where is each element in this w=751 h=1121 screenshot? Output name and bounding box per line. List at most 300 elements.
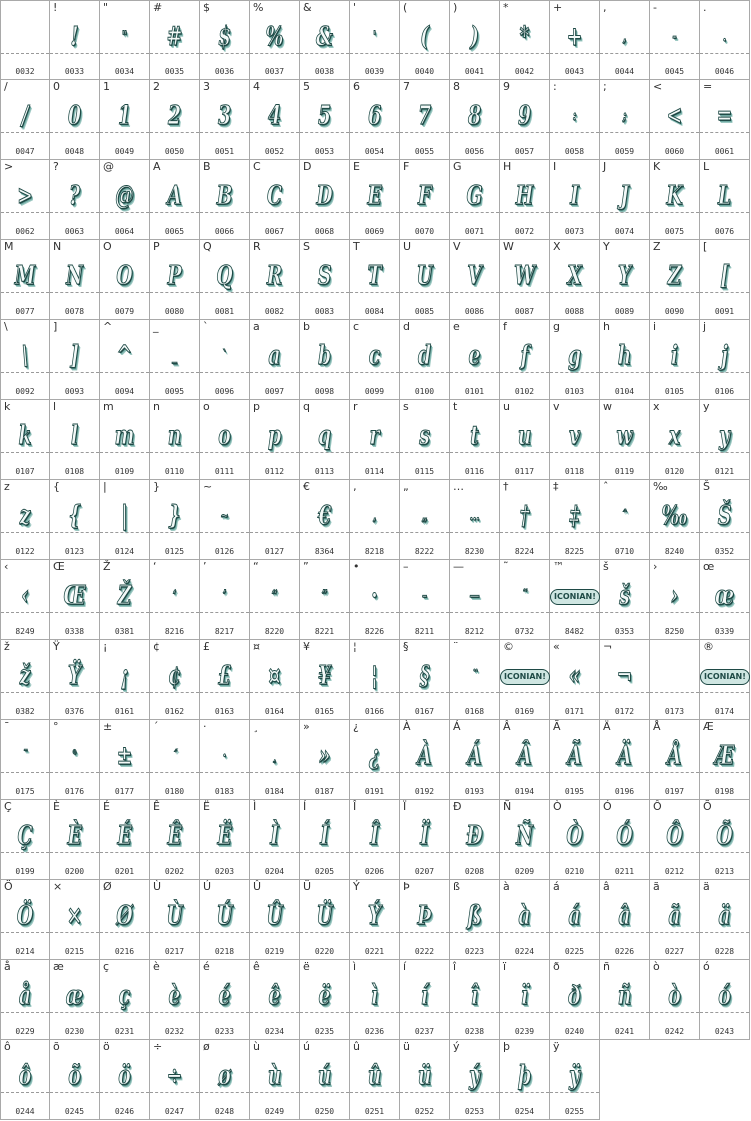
glyph-sample: Ó [616, 821, 633, 851]
baseline-divider [550, 452, 599, 453]
glyph-sample: ¤ [268, 661, 281, 691]
glyph-sample: Ø [116, 901, 133, 931]
badge-text: ICONIAN! [550, 589, 600, 605]
glyph-sample: @ [115, 181, 134, 211]
badge-text: ICONIAN! [700, 669, 750, 685]
glyph-character-label: ‰ [653, 480, 668, 493]
baseline-divider [250, 372, 299, 373]
glyph-character-label: ö [103, 1040, 110, 1053]
glyph-cell [300, 640, 350, 720]
glyph-character-label: n [153, 400, 160, 413]
glyph-sample: á [568, 901, 581, 931]
glyph-cell [500, 0, 550, 80]
baseline-divider [350, 292, 399, 293]
glyph-cell [450, 80, 500, 160]
glyph-character-label: ô [4, 1040, 11, 1053]
glyph-cell [500, 400, 550, 480]
glyph-cell [550, 800, 600, 880]
glyph-sample: “ [271, 588, 278, 604]
glyph-character-label: W [503, 240, 514, 253]
glyph-character-label: Ž [103, 560, 111, 573]
glyph-sample: u [517, 421, 532, 451]
glyph-character-label: ’ [203, 560, 207, 573]
baseline-divider [500, 932, 549, 933]
glyph-code: 0226 [614, 947, 635, 956]
glyph-character-label: L [703, 160, 710, 173]
glyph-cell [50, 960, 100, 1040]
glyph-cell [600, 560, 650, 640]
glyph-code: 0042 [514, 67, 535, 76]
glyph-code: 0047 [15, 147, 35, 156]
baseline-divider [1, 612, 49, 613]
glyph-cell [150, 80, 200, 160]
glyph-cell [350, 80, 400, 160]
glyph-code: 0251 [364, 1107, 385, 1116]
baseline-divider [100, 452, 149, 453]
glyph-sample: " [121, 29, 128, 45]
glyph-character-label: u [503, 400, 510, 413]
glyph-code: 0116 [464, 467, 485, 476]
glyph-sample: • [371, 588, 378, 604]
glyph-code: 8364 [314, 547, 335, 556]
glyph-cell [50, 480, 100, 560]
glyph-code: 0073 [564, 227, 585, 236]
glyph-sample: û [367, 1061, 382, 1091]
glyph-cell [650, 400, 700, 480]
baseline-divider [400, 612, 449, 613]
glyph-code: 8249 [15, 627, 35, 636]
glyph-code: 0169 [514, 707, 535, 716]
baseline-divider [300, 452, 349, 453]
glyph-sample: ž [19, 661, 31, 691]
glyph-character-label: | [103, 480, 107, 493]
glyph-character-label: C [253, 160, 261, 173]
glyph-cell [450, 480, 500, 560]
glyph-sample: 6 [367, 101, 382, 131]
glyph-cell [550, 880, 600, 960]
glyph-cell [50, 880, 100, 960]
glyph-cell [100, 880, 150, 960]
baseline-divider [1, 212, 49, 213]
glyph-sample: ò [668, 981, 681, 1011]
glyph-code: 0172 [614, 707, 635, 716]
glyph-code: 0091 [714, 307, 735, 316]
glyph-code: 0119 [614, 467, 635, 476]
glyph-character-label: B [203, 160, 211, 173]
glyph-character-label: Î [353, 800, 357, 813]
glyph-cell [350, 0, 400, 80]
glyph-sample: 1 [117, 101, 132, 131]
glyph-code: 0037 [264, 67, 285, 76]
baseline-divider [550, 292, 599, 293]
glyph-code: 0085 [414, 307, 435, 316]
glyph-code: 0236 [364, 1027, 385, 1036]
baseline-divider [50, 292, 99, 293]
glyph-character-label: % [253, 1, 264, 14]
glyph-character-label: Ÿ [53, 640, 60, 653]
glyph-code: 0089 [614, 307, 635, 316]
glyph-sample: Û [266, 901, 283, 931]
glyph-code: 8240 [664, 547, 685, 556]
baseline-divider [650, 452, 699, 453]
glyph-sample: ‰ [661, 501, 688, 531]
baseline-divider [400, 932, 449, 933]
glyph-sample: ¦ [371, 661, 378, 691]
glyph-cell [50, 800, 100, 880]
glyph-code: 0068 [314, 227, 335, 236]
glyph-sample: X [567, 261, 582, 291]
glyph-sample: Y [617, 261, 632, 291]
glyph-cell [550, 1040, 600, 1120]
glyph-character-label: í [403, 960, 407, 973]
glyph-character-label: r [353, 400, 358, 413]
baseline-divider [250, 1092, 299, 1093]
glyph-code: 0176 [64, 787, 85, 796]
glyph-cell [200, 80, 250, 160]
glyph-code: 8217 [214, 627, 235, 636]
baseline-divider [450, 452, 499, 453]
baseline-divider [500, 1092, 549, 1093]
glyph-character-label: Û [253, 880, 262, 893]
glyph-cell [250, 720, 300, 800]
glyph-character-label: 8 [453, 80, 460, 93]
baseline-divider [150, 772, 199, 773]
glyph-code: 0187 [314, 787, 335, 796]
baseline-divider [450, 692, 499, 693]
glyph-sample: Þ [417, 901, 432, 931]
glyph-code: 0102 [514, 387, 535, 396]
glyph-code: 0191 [364, 787, 385, 796]
glyph-cell [150, 320, 200, 400]
baseline-divider [500, 1012, 549, 1013]
baseline-divider [550, 1012, 599, 1013]
glyph-character-label: s [403, 400, 409, 413]
glyph-code: 0083 [314, 307, 335, 316]
glyph-code: 0110 [164, 467, 185, 476]
glyph-sample: ? [69, 181, 80, 211]
glyph-character-label: Œ [53, 560, 65, 573]
glyph-cell [450, 880, 500, 960]
glyph-sample: M [14, 261, 36, 291]
glyph-code: 0162 [164, 707, 185, 716]
glyph-code: 0050 [164, 147, 185, 156]
baseline-divider [650, 772, 699, 773]
glyph-code: 0118 [564, 467, 585, 476]
glyph-code: 0041 [464, 67, 485, 76]
glyph-sample: k [18, 421, 32, 451]
glyph-character-label: Ö [4, 880, 13, 893]
glyph-code: 0225 [564, 947, 585, 956]
glyph-character-label: ? [53, 160, 59, 173]
glyph-character-label: Ç [4, 800, 12, 813]
glyph-sample: b [317, 341, 332, 371]
glyph-character-label: 7 [403, 80, 410, 93]
baseline-divider [50, 692, 99, 693]
glyph-sample: c [368, 341, 381, 371]
glyph-sample: Ï [420, 821, 429, 851]
glyph-sample: h [617, 341, 632, 371]
glyph-code: 0338 [64, 627, 85, 636]
glyph-code: 0227 [664, 947, 685, 956]
glyph-cell [100, 720, 150, 800]
baseline-divider [350, 1012, 399, 1013]
glyph-sample: Ù [166, 901, 183, 931]
glyph-sample: í [420, 981, 429, 1011]
glyph-cell [500, 1040, 550, 1120]
baseline-divider [200, 532, 249, 533]
glyph-character-label: ü [403, 1040, 410, 1053]
baseline-divider [650, 53, 699, 54]
glyph-sample: Œ [63, 581, 86, 611]
glyph-sample: ! [70, 22, 79, 52]
baseline-divider [150, 1012, 199, 1013]
glyph-cell [100, 320, 150, 400]
glyph-character-label: ‚ [353, 480, 357, 493]
glyph-cell [50, 400, 100, 480]
glyph-character-label: ì [353, 960, 357, 973]
glyph-code: 0710 [614, 547, 635, 556]
glyph-cell [0, 0, 50, 80]
glyph-character-label: ù [253, 1040, 260, 1053]
glyph-character-label: g [553, 320, 560, 333]
glyph-cell [50, 0, 100, 80]
glyph-code: 0174 [714, 707, 735, 716]
glyph-code: 0053 [314, 147, 335, 156]
glyph-cell [450, 240, 500, 320]
glyph-cell [350, 880, 400, 960]
glyph-code: 0213 [714, 867, 735, 876]
glyph-sample: - [672, 29, 677, 45]
glyph-code: 0058 [564, 147, 585, 156]
baseline-divider [450, 612, 499, 613]
glyph-code: 0381 [114, 627, 135, 636]
baseline-divider [150, 292, 199, 293]
glyph-character-label: M [4, 240, 14, 253]
glyph-cell [350, 160, 400, 240]
glyph-sample: g [567, 341, 582, 371]
glyph-cell [100, 160, 150, 240]
glyph-character-label: Ñ [503, 800, 512, 813]
glyph-character-label: c [353, 320, 360, 333]
glyph-sample: $ [217, 22, 232, 52]
baseline-divider [450, 372, 499, 373]
glyph-character-label: Ê [153, 800, 160, 813]
glyph-character-label: V [453, 240, 461, 253]
glyph-cell [500, 800, 550, 880]
glyph-code: 0202 [164, 867, 185, 876]
baseline-divider [450, 1012, 499, 1013]
glyph-character-label: ¬ [603, 640, 613, 653]
glyph-code: 0197 [664, 787, 685, 796]
baseline-divider [400, 852, 449, 853]
glyph-code: 0353 [614, 627, 635, 636]
glyph-cell [200, 240, 250, 320]
glyph-character-label: · [203, 720, 207, 733]
glyph-cell [600, 960, 650, 1040]
baseline-divider [50, 372, 99, 373]
glyph-sample: Õ [716, 821, 733, 851]
glyph-sample: Ð [466, 821, 483, 851]
baseline-divider [250, 532, 299, 533]
glyph-cell [100, 960, 150, 1040]
glyph-character-label: 3 [203, 80, 210, 93]
baseline-divider [500, 612, 549, 613]
baseline-divider [400, 452, 449, 453]
baseline-divider [500, 772, 549, 773]
glyph-code: 0195 [564, 787, 585, 796]
baseline-divider [550, 852, 599, 853]
glyph-character-label: N [53, 240, 62, 253]
glyph-character-label: D [303, 160, 312, 173]
glyph-sample: ý [469, 1061, 480, 1091]
glyph-code: 0216 [114, 947, 135, 956]
glyph-badge [550, 577, 599, 615]
glyph-cell [550, 240, 600, 320]
glyph-cell [700, 800, 750, 880]
glyph-code: 0082 [264, 307, 285, 316]
glyph-code: 8250 [664, 627, 685, 636]
baseline-divider [700, 132, 749, 133]
glyph-code: 0033 [64, 67, 85, 76]
baseline-divider [700, 852, 749, 853]
glyph-character-label: õ [53, 1040, 60, 1053]
glyph-code: 8212 [464, 627, 485, 636]
glyph-sample: % [265, 22, 284, 52]
glyph-sample: ´ [171, 748, 178, 764]
glyph-character-label: Ë [203, 800, 210, 813]
glyph-sample: Ô [666, 821, 683, 851]
glyph-code: 0122 [15, 547, 35, 556]
glyph-code: 0067 [264, 227, 285, 236]
baseline-divider [1, 1012, 49, 1013]
baseline-divider [400, 772, 449, 773]
glyph-sample: ú [317, 1061, 332, 1091]
glyph-code: 0056 [464, 147, 485, 156]
baseline-divider [150, 53, 199, 54]
glyph-character-label: ã [653, 880, 660, 893]
glyph-code: 0220 [314, 947, 335, 956]
baseline-divider [1, 1092, 49, 1093]
glyph-sample: \ [21, 341, 29, 371]
glyph-sample: ’ [222, 588, 227, 604]
baseline-divider [50, 612, 99, 613]
glyph-character-label: „ [403, 480, 409, 493]
glyph-cell [250, 640, 300, 720]
glyph-character-label: Š [703, 480, 710, 493]
glyph-code: 0051 [214, 147, 235, 156]
glyph-cell [250, 400, 300, 480]
glyph-code: 0038 [314, 67, 335, 76]
glyph-code: 0079 [114, 307, 135, 316]
glyph-cell [200, 320, 250, 400]
glyph-code: 0036 [214, 67, 235, 76]
glyph-sample: Z [667, 261, 682, 291]
glyph-sample: õ [68, 1061, 81, 1091]
baseline-divider [350, 692, 399, 693]
glyph-sample: ° [71, 748, 78, 764]
glyph-code: 0221 [364, 947, 385, 956]
baseline-divider [1, 932, 49, 933]
glyph-cell [550, 80, 600, 160]
glyph-character-label: • [353, 560, 360, 573]
baseline-divider [150, 1092, 199, 1093]
glyph-sample: P [167, 261, 182, 291]
glyph-sample: È [67, 821, 82, 851]
glyph-code: 0184 [264, 787, 285, 796]
glyph-sample: S [317, 261, 332, 291]
glyph-code: 8218 [364, 547, 385, 556]
glyph-code: 0096 [214, 387, 235, 396]
glyph-code: 0123 [64, 547, 85, 556]
glyph-sample: ` [221, 348, 228, 364]
baseline-divider [200, 53, 249, 54]
glyph-code: 0046 [714, 67, 735, 76]
glyph-sample: v [569, 421, 580, 451]
glyph-sample: å [18, 981, 32, 1011]
glyph-sample: ß [467, 901, 482, 931]
glyph-sample: * [519, 22, 530, 52]
glyph-cell [100, 400, 150, 480]
glyph-cell [450, 320, 500, 400]
glyph-character-label: : [553, 80, 557, 93]
glyph-character-label: w [603, 400, 612, 413]
glyph-cell [150, 160, 200, 240]
glyph-code: 0064 [114, 227, 135, 236]
glyph-cell [650, 800, 700, 880]
baseline-divider [1, 532, 49, 533]
glyph-cell [700, 0, 750, 80]
glyph-sample: Ö [16, 901, 34, 931]
glyph-sample: O [116, 261, 133, 291]
glyph-character-label: Ì [253, 800, 257, 813]
glyph-cell [300, 0, 350, 80]
glyph-sample: ù [267, 1061, 282, 1091]
glyph-cell [350, 400, 400, 480]
glyph-character-label: î [453, 960, 457, 973]
glyph-sample: ] [70, 341, 79, 371]
glyph-character-label: _ [153, 320, 159, 333]
glyph-sample: ¨ [471, 668, 478, 684]
baseline-divider [100, 532, 149, 533]
glyph-cell [50, 1040, 100, 1120]
glyph-character-label: ' [353, 1, 357, 14]
glyph-cell [150, 720, 200, 800]
glyph-character-label: < [653, 80, 663, 93]
baseline-divider [300, 132, 349, 133]
glyph-cell [100, 640, 150, 720]
glyph-character-label: ~ [203, 480, 213, 493]
glyph-cell [450, 640, 500, 720]
glyph-sample: / [21, 101, 29, 131]
glyph-sample: 3 [217, 101, 232, 131]
glyph-code: 0214 [15, 947, 35, 956]
glyph-sample [8, 18, 43, 56]
glyph-sample: V [467, 261, 482, 291]
glyph-sample: R [266, 261, 283, 291]
baseline-divider [300, 692, 349, 693]
glyph-cell [0, 160, 50, 240]
glyph-code: 8220 [264, 627, 285, 636]
glyph-character-label: ™ [553, 560, 564, 573]
glyph-code: 0095 [164, 387, 185, 396]
glyph-character-label: a [253, 320, 260, 333]
glyph-cell [150, 960, 200, 1040]
baseline-divider [650, 932, 699, 933]
glyph-character-label: P [153, 240, 160, 253]
baseline-divider [300, 1092, 349, 1093]
glyph-cell [650, 320, 700, 400]
glyph-cell [700, 240, 750, 320]
